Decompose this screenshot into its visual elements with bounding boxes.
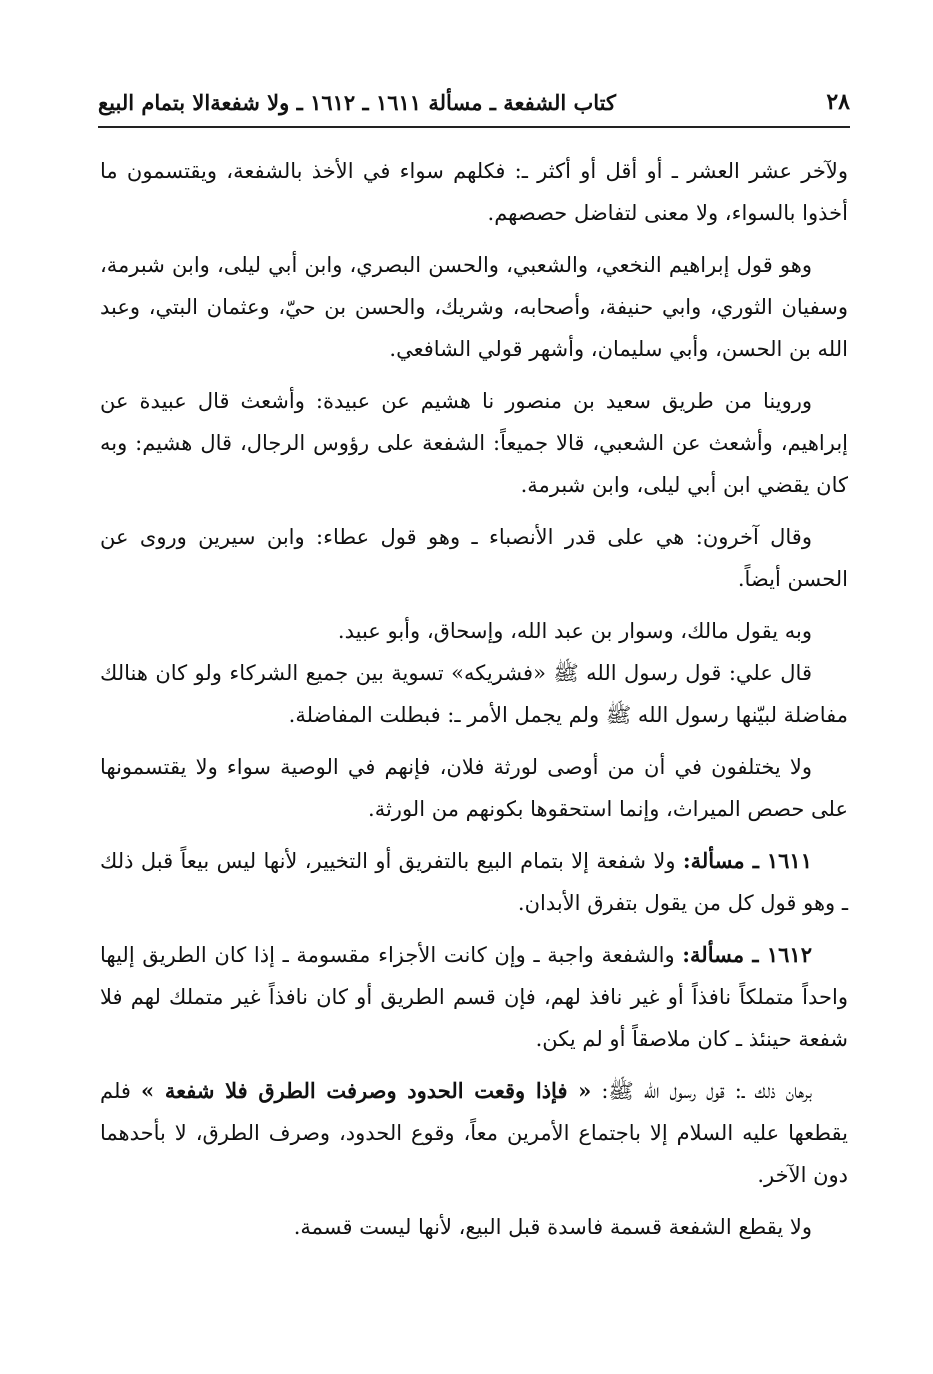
- issue-label-1612: ١٦١٢ ـ مسألة:: [682, 942, 812, 967]
- proof-conclusion: فلم يقطعها عليه السلام إلا باجتماع الأمرين معاً، وقوع الحدود، وصرف الطرق، لا بأحدهما دون الآخر.: [100, 1079, 848, 1187]
- body-text: [100, 150, 848, 1258]
- paragraph-7: ولا يختلفون في أن من أوصى لورثة فلان، فإنهم في الوصية سواء ولا يقتسمونها على حصص الميراث، وإنما استحقوها بكونهم من الورثة.: [100, 755, 848, 821]
- paragraph-8: [100, 840, 848, 924]
- header-rule: [98, 126, 850, 128]
- issue-label-1611: ١٦١١ ـ مسألة:: [682, 848, 812, 873]
- paragraph-2: وهو قول إبراهيم النخعي، والشعبي، والحسن البصري، وابن أبي ليلى، وابن شبرمة، وسفيان الثوري، وابي حنيفة، وأصحابه، وشريك، والحسن بن حيّ، وعثمان البتي، وعبد الله بن الحسن، وأبي سليمان، وأشهر قولي الشافعي.: [100, 253, 848, 361]
- running-title: كتاب الشفعة ـ مسألة ١٦١١ ـ ١٦١٢ ـ ولا شفعةالا بتمام البيع: [98, 89, 617, 115]
- issue-text-1611: ولا شفعة إلا بتمام البيع بالتفريق أو التخيير، لأنها ليس بيعاً قبل ذلك ـ وهو قول كل من يقول بتفرق الأبدان.: [100, 849, 848, 915]
- paragraph-6: قال علي: قول رسول الله ﷺ «فشريكه» تسوية بين جميع الشركاء ولو كان هنالك مفاضلة لبيّنها رسول الله ﷺ ولم يجمل الأمر ـ: فبطلت المفاضلة.: [100, 661, 848, 727]
- paragraph-1: ولآخر عشر العشر ـ أو أقل أو أكثر ـ: فكلهم سواء في الأخذ بالشفعة، ويقتسمون ما أخذوا بالسواء، ولا معنى لتفاضل حصصهم.: [100, 159, 848, 225]
- hadith-quote: « فإذا وقعت الحدود وصرفت الطرق فلا شفعة »: [141, 1078, 592, 1103]
- proof-intro: برهان ذلك ـ: قول رسول الله ﷺ:: [591, 1079, 812, 1103]
- issue-text-1612: والشفعة واجبة ـ وإن كانت الأجزاء مقسومة ـ إذا كان الطريق إليها واحداً متملكاً نافذاً أو غير نافذ لهم، فإن قسم الطريق أو كان نافذاً غير متملك لهم فلا شفعة حينئذ ـ كان ملاصقاً أو لم يكن.: [100, 943, 848, 1051]
- paragraph-3: وروينا من طريق سعيد بن منصور نا هشيم عن عبيدة: وأشعث قال عبيدة عن إبراهيم، وأشعث عن الشعبي، قالا جميعاً: الشفعة على رؤوس الرجال، قال هشيم: وبه كان يقضي ابن أبي ليلى، وابن شبرمة.: [100, 389, 848, 497]
- paragraph-10: [100, 1070, 848, 1196]
- paragraph-4: وقال آخرون: هي على قدر الأنصباء ـ وهو قول عطاء: وابن سيرين وروى عن الحسن أيضاً.: [100, 525, 848, 591]
- paragraph-5: وبه يقول مالك، وسوار بن عبد الله، وإسحاق، وأبو عبيد.: [337, 619, 812, 643]
- running-header: [98, 82, 850, 122]
- page-number: ٢٨: [826, 89, 850, 115]
- paragraph-11: ولا يقطع الشفعة قسمة فاسدة قبل البيع، لأنها ليست قسمة.: [293, 1215, 812, 1239]
- paragraph-9: [100, 934, 848, 1060]
